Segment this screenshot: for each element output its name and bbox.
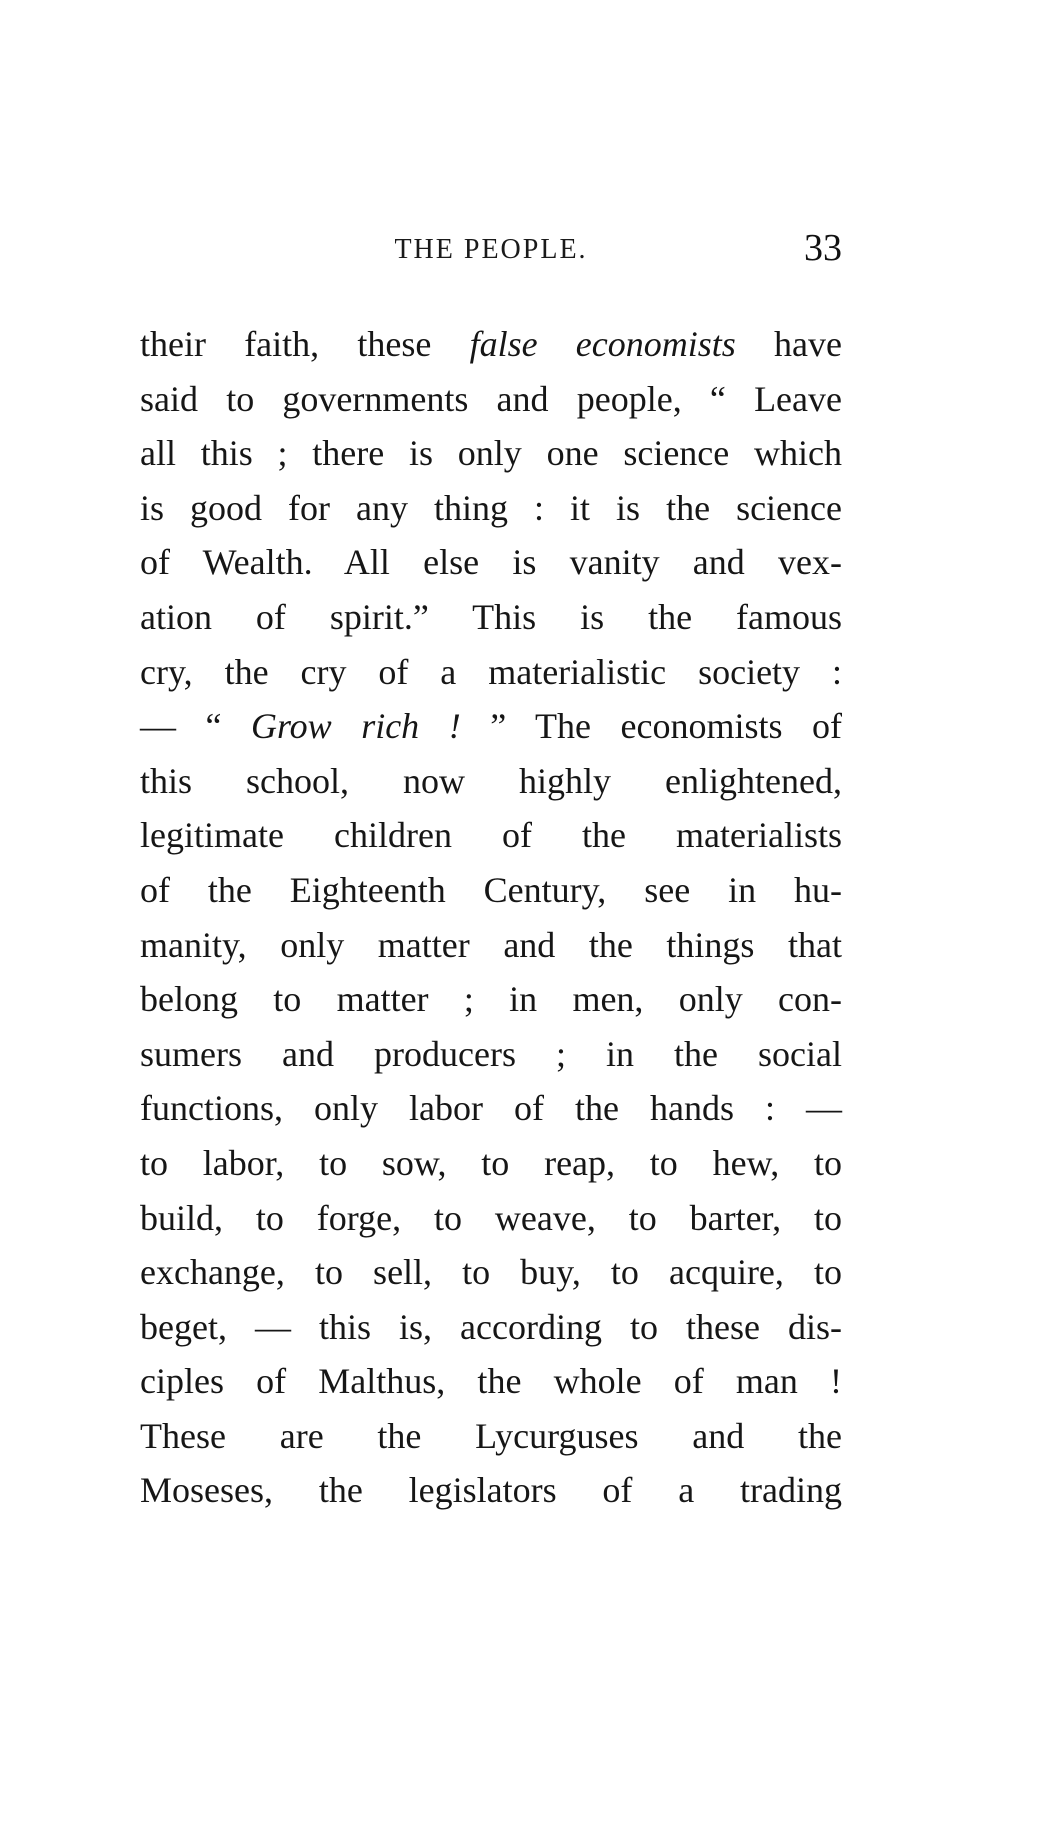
text-line: These are the Lycurguses and the (140, 1415, 842, 1456)
text-run: ” The economists of (460, 706, 842, 747)
text-line: build, to forge, to weave, to barter, to (140, 1197, 842, 1238)
text-line: ciples of Malthus, the whole of man ! (140, 1361, 842, 1402)
text-line: manity, only matter and the things that (140, 924, 842, 965)
text-line: of Wealth. All else is vanity and vex- (140, 542, 842, 583)
text-line: Moseses, the legislators of a trading (140, 1470, 842, 1511)
text-line (140, 317, 842, 372)
text-line: all this ; there is only one science which (140, 433, 842, 474)
text-line: legitimate children of the materialists (140, 815, 842, 856)
page-number: 33 (804, 227, 842, 269)
text-line: exchange, to sell, to buy, to acquire, to (140, 1252, 842, 1293)
running-head (140, 226, 842, 270)
text-run: their faith, these (140, 324, 470, 364)
text-line: functions, only labor of the hands : — (140, 1088, 842, 1129)
text-line: is good for any thing : it is the science (140, 487, 842, 528)
text-run: have (735, 324, 842, 364)
italic-phrase: false economists (469, 324, 736, 364)
body-text (140, 317, 842, 1518)
text-line: cry, the cry of a materialistic society : (140, 651, 842, 692)
text-line: ation of spirit.” This is the famous (140, 596, 842, 637)
text-line (140, 699, 842, 754)
text-line: this school, now highly enlightened, (140, 760, 842, 801)
text-line: said to governments and people, “ Leave (140, 378, 842, 419)
text-line: beget, — this is, according to these dis- (140, 1306, 842, 1347)
italic-phrase: Grow rich ! (251, 706, 461, 747)
running-title: THE PEOPLE. (394, 234, 588, 265)
text-line: belong to matter ; in men, only con- (140, 979, 842, 1020)
text-line: of the Eighteenth Century, see in hu- (140, 869, 842, 910)
text-line: sumers and producers ; in the social (140, 1033, 842, 1074)
text-run: — “ (140, 706, 251, 747)
text-line: to labor, to sow, to reap, to hew, to (140, 1142, 842, 1183)
